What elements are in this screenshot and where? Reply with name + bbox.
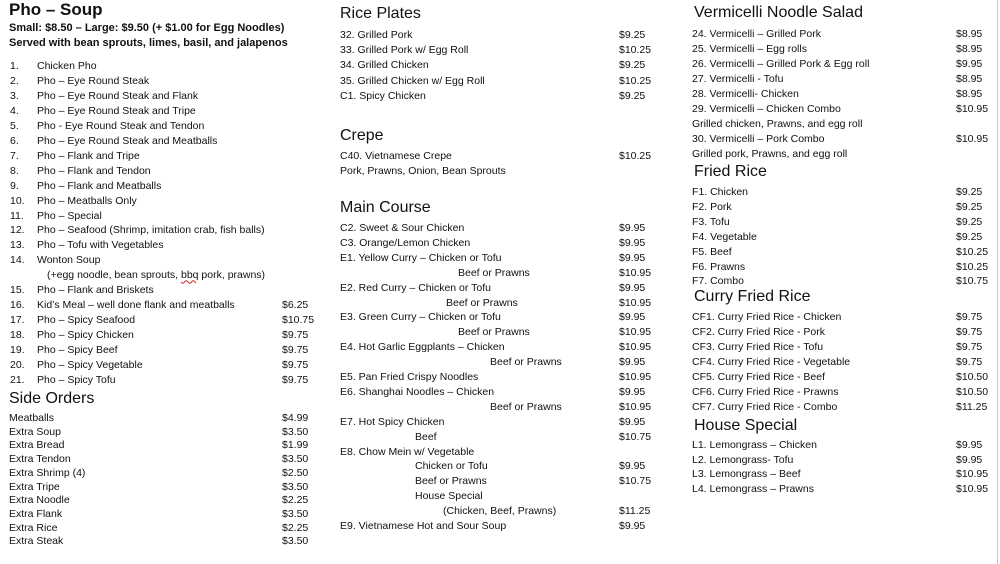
- menu-item-row: [330, 340, 685, 354]
- menu-item-row: [0, 358, 330, 372]
- menu-item-row: [685, 453, 1000, 467]
- item-name: 28. Vermicelli- Chicken: [692, 88, 799, 100]
- item-name: E9. Vietnamese Hot and Sour Soup: [340, 520, 507, 532]
- item-name: Extra Soup: [9, 425, 61, 438]
- item-name: Kid’s Meal – well done flank and meatballs: [37, 299, 235, 312]
- item-price: $10.95: [619, 266, 652, 279]
- menu-item-row: [0, 194, 330, 208]
- menu-item-row: [0, 104, 330, 118]
- spellcheck-word: bbq: [180, 269, 199, 282]
- item-number: 20.: [10, 359, 25, 371]
- item-price: $10.75: [956, 275, 989, 288]
- item-name: Beef or Prawns: [415, 475, 487, 488]
- item-name: E7. Hot Spicy Chicken: [340, 415, 445, 428]
- item-number: 9.: [10, 179, 19, 192]
- item-name: 29. Vermicelli – Chicken Combo: [692, 103, 841, 115]
- menu-item-row: [0, 119, 330, 133]
- menu-item-row: [330, 43, 685, 57]
- menu-item-row: [330, 370, 685, 384]
- page-edge-divider: [997, 0, 998, 564]
- item-name: Pho – Spicy Chicken: [37, 329, 134, 342]
- item-price: $8.95: [956, 28, 983, 40]
- item-name: 27. Vermicelli - Tofu: [692, 73, 784, 85]
- item-price: $10.25: [619, 44, 652, 57]
- item-name: E6. Shanghai Noodles – Chicken: [340, 385, 495, 398]
- menu-item-row: [685, 147, 1000, 161]
- item-number: 17.: [10, 314, 25, 327]
- menu-item-row: [330, 400, 685, 414]
- item-price: $9.25: [619, 89, 646, 102]
- menu-item-row: [685, 385, 1000, 399]
- menu-item-row: [330, 221, 685, 235]
- menu-item-row: [0, 343, 330, 357]
- menu-item-row: [685, 87, 1000, 101]
- item-name: F5. Beef: [692, 245, 732, 258]
- menu-item-row: [685, 117, 1000, 131]
- menu-item-row: [685, 102, 1000, 116]
- item-price: $11.25: [619, 505, 651, 518]
- item-name: L4. Lemongrass – Prawns: [692, 482, 814, 495]
- item-price: $3.50: [282, 425, 309, 438]
- item-name: C1. Spicy Chicken: [340, 89, 426, 102]
- menu-item-row: [330, 310, 685, 324]
- item-name: Pho – Spicy Tofu: [37, 373, 116, 386]
- item-name: CF2. Curry Fried Rice - Pork: [692, 326, 826, 338]
- item-number: 4.: [10, 104, 19, 117]
- item-price: $9.75: [956, 311, 983, 323]
- item-price: $9.75: [282, 373, 309, 386]
- menu-item-row: [330, 474, 685, 488]
- item-name: Grilled chicken, Prawns, and egg roll: [692, 118, 863, 130]
- item-price: $3.50: [282, 535, 309, 548]
- menu-item-row: [685, 400, 1000, 414]
- item-price: $9.95: [619, 356, 646, 369]
- vermicelli-title: Vermicelli Noodle Salad: [694, 4, 863, 21]
- item-name: CF7. Curry Fried Rice - Combo: [692, 401, 838, 413]
- item-name: E4. Hot Garlic Eggplants – Chicken: [340, 341, 505, 354]
- item-name: Extra Bread: [9, 439, 65, 452]
- pho-price-line: Small: $8.50 – Large: $9.50 (+ $1.00 for Egg Noodles): [9, 22, 285, 34]
- item-price: $4.99: [282, 412, 309, 424]
- menu-item-row: [330, 504, 685, 518]
- pho-served-line: Served with bean sprouts, limes, basil, and jalapenos: [9, 37, 288, 49]
- item-price: $2.25: [282, 521, 309, 534]
- item-price: $9.95: [619, 415, 646, 428]
- item-name: Beef or Prawns: [490, 356, 562, 369]
- item-price: $3.50: [282, 507, 309, 520]
- item-price: $9.25: [956, 186, 983, 198]
- menu-item-row: [0, 134, 330, 148]
- item-price: $10.95: [956, 103, 989, 115]
- item-name: E5. Pan Fried Crispy Noodles: [340, 371, 479, 383]
- curry-fried-rice-title: Curry Fried Rice: [694, 288, 811, 305]
- item-name: Pho – Spicy Beef: [37, 344, 118, 357]
- item-name: Extra Rice: [9, 521, 58, 534]
- menu-item-row: [0, 283, 330, 297]
- item-price: $10.95: [956, 133, 989, 145]
- item-number: 13.: [10, 239, 25, 252]
- item-number: 21.: [10, 373, 25, 386]
- menu-item-row: [685, 467, 1000, 481]
- menu-item-row: [685, 274, 1000, 288]
- menu-item-row: [0, 438, 330, 452]
- menu-item-row: [0, 268, 330, 282]
- menu-item-row: [0, 238, 330, 252]
- item-name: House Special: [415, 490, 483, 503]
- item-price: $9.95: [619, 236, 646, 249]
- item-name: F1. Chicken: [692, 186, 749, 198]
- item-name: (+egg noodle, bean sprouts, bbq pork, prawns): [47, 269, 266, 282]
- menu-item-row: [0, 411, 330, 425]
- menu-item-row: [0, 164, 330, 178]
- menu-item-row: [0, 328, 330, 342]
- item-name: L1. Lemongrass – Chicken: [692, 439, 817, 451]
- item-number: 5.: [10, 119, 19, 132]
- item-price: $9.75: [282, 344, 309, 357]
- menu-item-row: [330, 266, 685, 280]
- menu-item-row: [330, 355, 685, 369]
- item-price: $10.75: [282, 314, 315, 327]
- item-name: Wonton Soup: [37, 254, 101, 267]
- item-number: 3.: [10, 89, 19, 102]
- menu-item-row: [0, 493, 330, 507]
- item-name: Chicken or Tofu: [415, 460, 488, 473]
- item-name: Pho – Flank and Briskets: [37, 284, 154, 297]
- menu-item-row: [330, 74, 685, 88]
- item-number: 12.: [10, 224, 25, 237]
- item-name: Pho – Special: [37, 209, 102, 222]
- menu-item-row: [685, 230, 1000, 244]
- item-name: Extra Steak: [9, 535, 64, 548]
- item-price: $11.25: [956, 401, 988, 413]
- item-price: $10.95: [619, 341, 652, 354]
- menu-item-row: [0, 521, 330, 535]
- item-name: Pho – Seafood (Shrimp, imitation crab, fish balls): [37, 224, 265, 237]
- item-price: $8.95: [956, 73, 983, 85]
- item-name: 35. Grilled Chicken w/ Egg Roll: [340, 74, 485, 87]
- item-name: E1. Yellow Curry – Chicken or Tofu: [340, 251, 502, 264]
- item-number: 11.: [10, 209, 24, 222]
- item-name: Beef or Prawns: [490, 400, 562, 413]
- item-name: Extra Noodle: [9, 494, 70, 507]
- item-name: C2. Sweet & Sour Chicken: [340, 222, 465, 234]
- item-price: $9.95: [619, 311, 646, 324]
- menu-item-row: [330, 58, 685, 72]
- item-price: $10.95: [619, 296, 652, 309]
- item-number: 2.: [10, 74, 19, 87]
- item-name: Pho – Spicy Vegetable: [37, 359, 143, 371]
- menu-item-row: [685, 72, 1000, 86]
- item-price: $9.25: [956, 200, 983, 213]
- item-number: 8.: [10, 164, 19, 177]
- item-price: $10.50: [956, 371, 989, 383]
- item-price: $10.75: [619, 430, 652, 443]
- menu-item-row: [685, 27, 1000, 41]
- crepe-title: Crepe: [340, 127, 384, 144]
- item-name: CF5. Curry Fried Rice - Beef: [692, 371, 826, 383]
- item-name: Pho – Flank and Tendon: [37, 164, 151, 177]
- item-price: $9.95: [619, 222, 646, 234]
- item-name: C3. Orange/Lemon Chicken: [340, 236, 471, 249]
- item-name: Beef or Prawns: [458, 266, 530, 279]
- item-price: $9.25: [956, 215, 983, 228]
- item-name: 30. Vermicelli – Pork Combo: [692, 133, 825, 145]
- item-price: $2.25: [282, 494, 309, 507]
- item-name: Extra Shrimp (4): [9, 466, 86, 479]
- item-name: 33. Grilled Pork w/ Egg Roll: [340, 44, 469, 57]
- menu-item-row: [0, 179, 330, 193]
- item-price: $10.95: [619, 326, 652, 339]
- menu-item-row: [0, 223, 330, 237]
- item-name: Extra Tripe: [9, 480, 60, 493]
- item-price: $9.95: [619, 460, 646, 473]
- item-name: Pho – Flank and Meatballs: [37, 179, 162, 192]
- menu-item-row: [330, 164, 685, 178]
- rice-plates-title: Rice Plates: [340, 5, 421, 22]
- item-price: $1.99: [282, 439, 309, 452]
- item-name: C40. Vietnamese Crepe: [340, 150, 452, 162]
- item-name: Pho – Flank and Tripe: [37, 149, 140, 162]
- menu-item-row: [685, 310, 1000, 324]
- item-price: $8.95: [956, 88, 983, 100]
- menu-item-row: [0, 507, 330, 521]
- menu-item-row: [685, 370, 1000, 384]
- item-name: 26. Vermicelli – Grilled Pork & Egg roll: [692, 58, 870, 70]
- item-name: F6. Prawns: [692, 260, 746, 273]
- item-price: $10.95: [619, 400, 652, 413]
- item-name: 32. Grilled Pork: [340, 29, 413, 41]
- item-price: $9.75: [282, 329, 309, 342]
- menu-item-row: [685, 200, 1000, 214]
- item-name: CF3. Curry Fried Rice - Tofu: [692, 341, 824, 353]
- item-price: $9.95: [619, 251, 646, 264]
- item-price: $9.75: [956, 341, 983, 353]
- item-price: $9.75: [956, 326, 983, 338]
- item-name: F7. Combo: [692, 275, 744, 288]
- item-name: Pho – Eye Round Steak and Tripe: [37, 104, 196, 117]
- menu-item-row: [0, 480, 330, 494]
- item-name: L3. Lemongrass – Beef: [692, 468, 801, 481]
- item-number: 7.: [10, 149, 19, 162]
- menu-item-row: [330, 445, 685, 459]
- menu-item-row: [685, 57, 1000, 71]
- item-name: 24. Vermicelli – Grilled Pork: [692, 28, 821, 40]
- menu-item-row: [330, 415, 685, 429]
- item-name: Extra Tendon: [9, 453, 71, 466]
- item-name: Pho – Tofu with Vegetables: [37, 239, 164, 252]
- item-number: 19.: [10, 344, 25, 357]
- item-name: F4. Vegetable: [692, 230, 757, 243]
- item-name: E8. Chow Mein w/ Vegetable: [340, 445, 475, 458]
- item-price: $10.25: [619, 150, 652, 162]
- item-price: $9.25: [619, 29, 646, 41]
- menu-item-row: [685, 245, 1000, 259]
- menu-item-row: [685, 438, 1000, 452]
- item-price: $10.25: [956, 260, 989, 273]
- item-name: Extra Flank: [9, 507, 63, 520]
- item-name: Chicken Pho: [37, 60, 97, 72]
- menu-item-row: [330, 89, 685, 103]
- item-price: $10.50: [956, 386, 989, 398]
- item-name: E2. Red Curry – Chicken or Tofu: [340, 281, 491, 294]
- menu-item-row: [330, 519, 685, 533]
- item-number: 6.: [10, 134, 19, 147]
- menu-item-row: [0, 74, 330, 88]
- menu-item-row: [0, 59, 330, 73]
- menu-item-row: [330, 281, 685, 295]
- item-name: 25. Vermicelli – Egg rolls: [692, 43, 807, 55]
- item-price: $10.25: [619, 74, 652, 87]
- menu-item-row: [685, 260, 1000, 274]
- item-name: F2. Pork: [692, 200, 732, 213]
- menu-item-row: [0, 452, 330, 466]
- item-price: $3.50: [282, 480, 309, 493]
- item-name: Pho – Eye Round Steak and Flank: [37, 89, 199, 102]
- menu-item-row: [0, 313, 330, 327]
- menu-item-row: [685, 325, 1000, 339]
- menu-item-row: [0, 425, 330, 439]
- menu-item-row: [685, 42, 1000, 56]
- item-name: Pho – Eye Round Steak: [37, 74, 150, 87]
- menu-item-row: [0, 534, 330, 548]
- main-course-title: Main Course: [340, 199, 431, 216]
- menu-item-row: [330, 236, 685, 250]
- item-price: $10.95: [956, 482, 989, 495]
- item-price: $10.95: [956, 468, 989, 481]
- menu-item-row: [330, 28, 685, 42]
- menu-item-row: [0, 209, 330, 223]
- item-price: $9.25: [619, 59, 646, 72]
- item-number: 18.: [10, 329, 25, 342]
- item-price: $2.50: [282, 466, 309, 479]
- item-name: Beef or Prawns: [458, 326, 530, 339]
- menu-item-row: [330, 296, 685, 310]
- item-price: $10.95: [619, 371, 652, 383]
- item-price: $9.95: [956, 453, 983, 466]
- menu-item-row: [330, 459, 685, 473]
- item-name: Meatballs: [9, 412, 54, 424]
- item-name: CF6. Curry Fried Rice - Prawns: [692, 386, 839, 398]
- item-number: 15.: [10, 284, 25, 297]
- item-price: $9.95: [619, 520, 646, 532]
- item-price: $8.95: [956, 43, 983, 55]
- item-name: CF4. Curry Fried Rice - Vegetable: [692, 356, 851, 368]
- menu-item-row: [330, 251, 685, 265]
- menu-item-row: [0, 253, 330, 267]
- menu-item-row: [330, 385, 685, 399]
- menu-item-row: [685, 355, 1000, 369]
- menu-item-row: [685, 185, 1000, 199]
- item-number: 1.: [10, 60, 19, 72]
- item-name: Pho – Spicy Seafood: [37, 314, 136, 327]
- menu-item-row: [0, 466, 330, 480]
- item-price: $6.25: [282, 299, 309, 312]
- item-name: Pho – Meatballs Only: [37, 194, 137, 207]
- item-name: E3. Green Curry – Chicken or Tofu: [340, 311, 501, 324]
- item-price: $9.95: [956, 58, 983, 70]
- menu-item-row: [0, 373, 330, 387]
- item-price: $10.75: [619, 475, 652, 488]
- menu-item-row: [0, 298, 330, 312]
- item-name: Beef: [415, 430, 437, 443]
- item-number: 10.: [10, 194, 25, 207]
- item-name: Grilled pork, Prawns, and egg roll: [692, 148, 848, 160]
- item-price: $9.75: [282, 359, 309, 371]
- item-name: L2. Lemongrass- Tofu: [692, 453, 794, 466]
- menu-item-row: [685, 132, 1000, 146]
- item-name: F3. Tofu: [692, 215, 730, 228]
- item-name: CF1. Curry Fried Rice - Chicken: [692, 311, 842, 323]
- item-name: Pho - Eye Round Steak and Tendon: [37, 119, 205, 132]
- menu-item-row: [330, 325, 685, 339]
- item-name: 34. Grilled Chicken: [340, 59, 429, 72]
- item-price: $9.95: [619, 385, 646, 398]
- item-price: $9.95: [619, 281, 646, 294]
- menu-item-row: [685, 482, 1000, 496]
- item-name: (Chicken, Beef, Prawns): [443, 505, 557, 518]
- item-price: $9.75: [956, 356, 983, 368]
- menu-item-row: [0, 89, 330, 103]
- item-name: Pho – Eye Round Steak and Meatballs: [37, 134, 218, 147]
- item-name: Pork, Prawns, Onion, Bean Sprouts: [340, 164, 506, 177]
- item-price: $10.25: [956, 245, 989, 258]
- menu-item-row: [330, 489, 685, 503]
- fried-rice-title: Fried Rice: [694, 163, 767, 180]
- item-name: Beef or Prawns: [446, 296, 518, 309]
- item-price: $9.25: [956, 230, 983, 243]
- menu-item-row: [685, 340, 1000, 354]
- item-number: 16.: [10, 299, 25, 312]
- menu-item-row: [330, 430, 685, 444]
- menu-item-row: [330, 149, 685, 163]
- pho-title: Pho – Soup: [9, 0, 103, 19]
- item-price: $9.95: [956, 439, 983, 451]
- menu-item-row: [0, 149, 330, 163]
- menu-item-row: [685, 215, 1000, 229]
- side-orders-title: Side Orders: [9, 390, 95, 407]
- house-special-title: House Special: [694, 417, 798, 434]
- item-price: $3.50: [282, 453, 309, 466]
- item-number: 14.: [10, 254, 25, 267]
